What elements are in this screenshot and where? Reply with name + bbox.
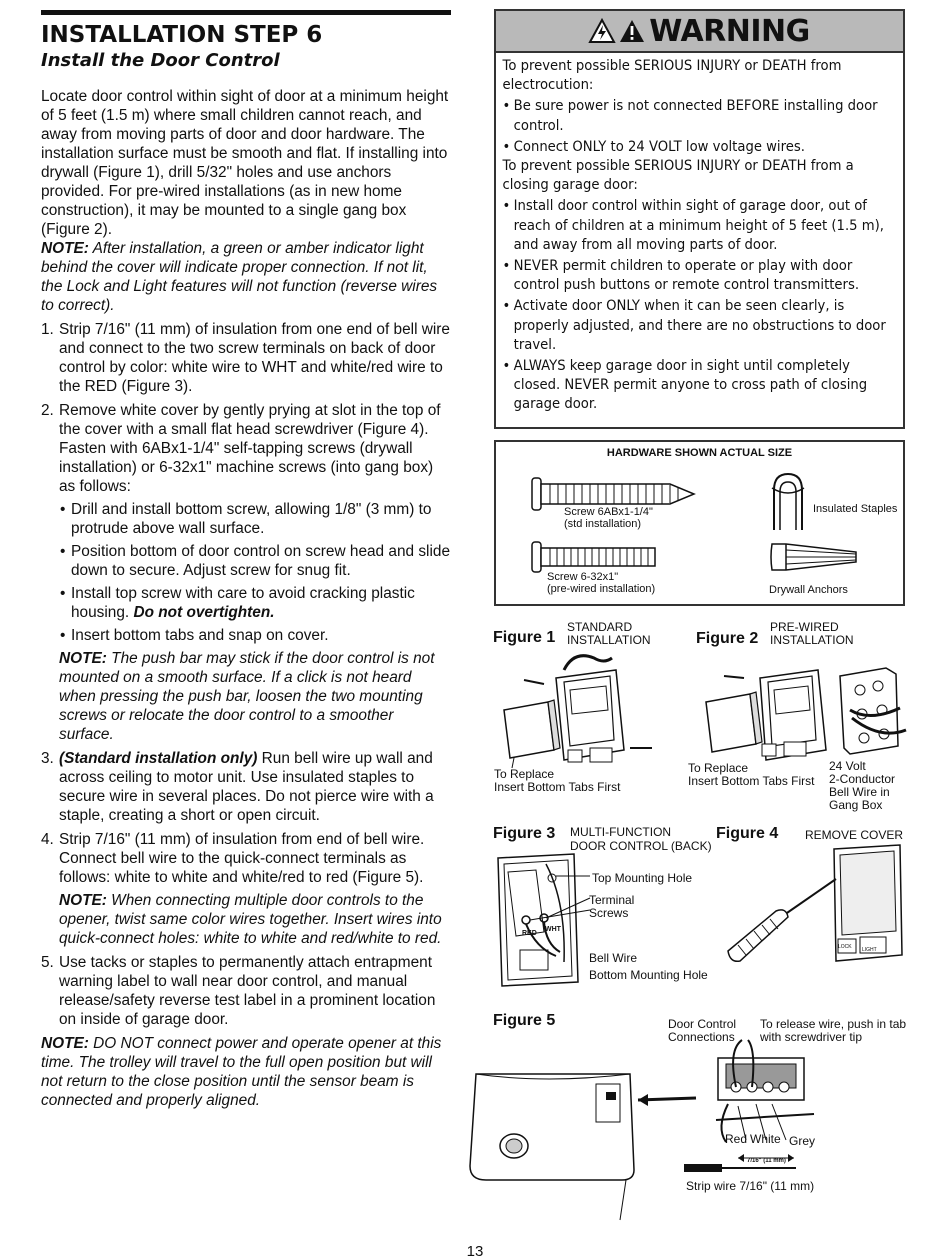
figure-3-top-hole: Top Mounting Hole <box>592 871 693 885</box>
hardware-box <box>494 440 905 606</box>
figure-1-label-1: To Replace <box>494 767 555 781</box>
step-item-2 <box>41 401 451 744</box>
figure-3-bell-wire: Bell Wire <box>589 951 638 965</box>
screw-prewired-label: Screw 6-32x1" <box>547 571 619 583</box>
note-label: NOTE: <box>59 892 107 909</box>
sub-step <box>59 584 451 622</box>
figure-3-sub1: MULTI-FUNCTION <box>570 825 672 839</box>
warning-paragraph: To prevent possible SERIOUS INJURY or DEATH from electrocution: <box>502 58 842 94</box>
note-text: When connecting multiple door controls to the opener, twist same color wires together. Insert wires into quick-connect holes: white to white and red/white to red. <box>59 892 442 947</box>
bullet: • <box>60 543 66 560</box>
step-text: Run bell wire up wall and across ceiling to motor unit. Use insulated staples to secure wire in several places. Do not pierce wire with a staple, creating a short or open circuit. <box>59 750 434 824</box>
note-text: After installation, a green or amber indicator light behind the cover will indicate proper connection. If not lit, the Lock and Light features will not function (reverse wires to correct). <box>41 240 438 314</box>
figure-3-title: Figure 3 <box>493 825 556 842</box>
insulated-staple-icon <box>768 470 808 532</box>
warning-bullet <box>503 297 889 355</box>
warning-bullet <box>503 97 889 135</box>
note-label: NOTE: <box>59 650 107 667</box>
figure-3-bottom-hole: Bottom Mounting Hole <box>589 968 708 982</box>
bullet: • <box>502 358 511 375</box>
figure-5-title: Figure 5 <box>493 1012 556 1029</box>
warning-bullet-text: Be sure power is not connected BEFORE installing door control. <box>513 98 878 134</box>
step-lead: (Standard installation only) <box>59 750 258 767</box>
figure-2-label-1: To Replace <box>688 761 749 775</box>
warning-bullet-text: ALWAYS keep garage door in sight until completely closed. NEVER permit anyone to cross path of closing garage door. <box>513 358 868 413</box>
screw-std-label: Screw 6ABx1-1/4" <box>564 506 653 518</box>
intro-paragraph: Locate door control within sight of door at a minimum height of 5 feet (1.5 m) where small children cannot reach, and away from moving parts of door and door hardware. The installation surface must be smooth and flat. If installing into drywall (Figure 1), drill 5/32" holes and use anchors provided. For pre-wired installations (as in new home construction), it may be mounted to a single gang box (Figure 2). <box>41 88 449 238</box>
figure-3-terminal-1: Terminal <box>589 893 635 907</box>
steps-list <box>41 320 451 1029</box>
page-number: 13 <box>466 1243 484 1260</box>
figure-5-connections-2: Connections <box>668 1030 735 1044</box>
warning-bullet-text: Connect ONLY to 24 VOLT low voltage wires. <box>513 138 805 155</box>
figure-1-title: Figure 1 <box>493 629 556 646</box>
figure-3-wht-label: WHT <box>545 926 561 933</box>
warning-bullet <box>503 257 889 295</box>
bullet: • <box>502 198 511 215</box>
step-number: 4. <box>41 831 54 848</box>
figure-5-release-2: with screwdriver tip <box>760 1030 863 1044</box>
anchors-label: Drywall Anchors <box>769 584 848 596</box>
emphasis-text: Do not overtighten. <box>133 604 275 621</box>
step-number: 2. <box>41 402 54 419</box>
note-push-bar <box>59 649 451 744</box>
instructions-column <box>41 10 451 1110</box>
figure-2-bell-1: 24 Volt <box>829 759 866 773</box>
figure-5-connections-1: Door Control <box>668 1017 737 1031</box>
bullet: • <box>60 627 66 644</box>
figure-2-bell-3: Bell Wire in <box>829 785 890 799</box>
step-subtitle: Install the Door Control <box>41 50 280 71</box>
warning-bullet <box>503 197 889 255</box>
figure-4-title: Figure 4 <box>716 825 779 842</box>
note-text: The push bar may stick if the door control is not mounted on a smooth surface. If a click is not heard when pressing the push bar, loosen the two mounting screws or relocate the door control to a smoother surface. <box>59 650 435 743</box>
figure-1-sub2: INSTALLATION <box>567 633 651 647</box>
sub-step-text: Insert bottom tabs and snap on cover. <box>71 627 329 644</box>
staples-label: Insulated Staples <box>813 503 898 515</box>
step-text: Strip 7/16" (11 mm) of insulation from one end of bell wire and connect to the two screw terminals on back of door control by color: white wire to WHT and white/red wire to the RED (Figure 3). <box>59 321 450 395</box>
note-do-not-connect <box>41 1034 451 1110</box>
step-text: Strip 7/16" (11 mm) of insulation from end of bell wire. Connect bell wire to the quick-connect terminals as follows: white to white and white/red to red (Figure 5). <box>59 831 425 886</box>
warning-box <box>494 9 905 429</box>
step-item-1 <box>41 320 451 396</box>
figure-2-label-2: Insert Bottom Tabs First <box>688 774 815 788</box>
bullet: • <box>502 138 511 155</box>
sub-step <box>59 542 451 580</box>
step-item-3 <box>41 749 451 825</box>
bullet: • <box>502 98 511 115</box>
step-number: 5. <box>41 954 54 971</box>
figure-5-grey-label: Grey <box>789 1134 816 1148</box>
sub-step-text: Drill and install bottom screw, allowing 1/8" (3 mm) to protrude above wall surface. <box>71 501 432 537</box>
figure-4-illustration <box>724 845 904 975</box>
hardware-title: HARDWARE SHOWN ACTUAL SIZE <box>606 447 793 459</box>
sub-steps <box>59 500 451 645</box>
figure-4-lock-label: LOCK <box>838 944 852 950</box>
title-rule <box>41 10 451 15</box>
bullet: • <box>502 298 511 315</box>
figure-5-mm-label: 7/16" (11 mm) <box>747 1158 786 1164</box>
figure-3-illustration <box>496 852 596 987</box>
note-indicator-light <box>41 239 451 315</box>
note-text: DO NOT connect power and operate opener at this time. The trolley will travel to the full open position but will not return to the close position until the sensor beam is connected and properly aligned. <box>41 1035 442 1109</box>
figure-1-sub1: STANDARD <box>567 620 633 634</box>
bullet: • <box>60 585 66 602</box>
figure-5-release-1: To release wire, push in tab <box>760 1017 907 1031</box>
bullet: • <box>502 258 511 275</box>
figure-1-illustration <box>494 650 664 770</box>
screw-std-note: (std installation) <box>564 518 642 530</box>
warning-body <box>496 53 896 415</box>
figure-2-title: Figure 2 <box>696 630 759 647</box>
figure-3-terminal-2: Screws <box>589 906 629 920</box>
step-item-5 <box>41 953 451 1029</box>
warning-heading: WARNING <box>649 13 810 49</box>
note-multiple-controls <box>59 891 451 948</box>
figure-2-bell-4: Gang Box <box>829 798 883 812</box>
figure-5-red-label: Red <box>725 1132 748 1146</box>
figure-1-label-2: Insert Bottom Tabs First <box>494 780 621 794</box>
warning-triangle-icon <box>619 19 645 43</box>
machine-screw-icon <box>530 540 660 574</box>
sub-step-text: Position bottom of door control on screw head and slide down to secure. Adjust screw for snug fit. <box>71 543 451 579</box>
electrical-hazard-icon <box>589 19 615 43</box>
figure-2-sub1: PRE-WIRED <box>770 620 839 634</box>
step-text: Remove white cover by gently prying at slot in the top of the cover with a small flat head screwdriver (Figure 4). Fasten with 6ABx1-1/4" self-tapping screws (drywall installation) or 6-32x1" machine screws (into gang box) as follows: <box>59 402 441 495</box>
figure-5-illustration <box>466 1040 816 1220</box>
sub-step <box>59 500 451 538</box>
warning-bullet-text: Install door control within sight of garage door, out of reach of children at a minimum height of 5 feet (1.5 m), and away from all moving parts of door. <box>513 198 884 253</box>
step-number: 1. <box>41 321 54 338</box>
step-text: Use tacks or staples to permanently attach entrapment warning label to wall near door control, and manual release/safety reverse test label in a prominent location on inside of garage door. <box>59 954 436 1028</box>
step-item-4 <box>41 830 451 948</box>
sub-step <box>59 626 451 645</box>
warning-bullet-text: NEVER permit children to operate or play with door control push buttons or remote control transmitters. <box>513 258 860 294</box>
note-label: NOTE: <box>41 240 89 257</box>
figure-4-sub: REMOVE COVER <box>805 828 904 842</box>
warning-bullet <box>503 357 889 415</box>
screw-prewired-note: (pre-wired installation) <box>547 583 656 595</box>
figure-5-white-label: White <box>750 1132 781 1146</box>
warning-bullet <box>503 138 889 157</box>
warning-paragraph: To prevent possible SERIOUS INJURY or DEATH from a closing garage door: <box>502 158 854 194</box>
figure-5-strip-label: Strip wire 7/16" (11 mm) <box>686 1179 815 1193</box>
warning-header <box>496 11 903 53</box>
figure-2-bell-2: 2-Conductor <box>829 772 896 786</box>
figure-3-sub2: DOOR CONTROL (BACK) <box>570 839 712 853</box>
figure-2-sub2: INSTALLATION <box>770 633 854 647</box>
figure-4-light-label: LIGHT <box>862 947 877 953</box>
drywall-anchor-icon <box>768 534 860 580</box>
sub-step-text: Install top screw with care to avoid cracking plastic housing. <box>71 585 415 621</box>
warning-bullet-text: Activate door ONLY when it can be seen clearly, is properly adjusted, and there are no obstructions to door travel. <box>513 298 886 353</box>
step-title: INSTALLATION STEP 6 <box>41 22 323 48</box>
bullet: • <box>60 501 66 518</box>
note-label: NOTE: <box>41 1035 89 1052</box>
step-number: 3. <box>41 750 54 767</box>
figure-3-red-label: RED <box>522 930 537 937</box>
figure-2-illustration <box>700 650 906 770</box>
